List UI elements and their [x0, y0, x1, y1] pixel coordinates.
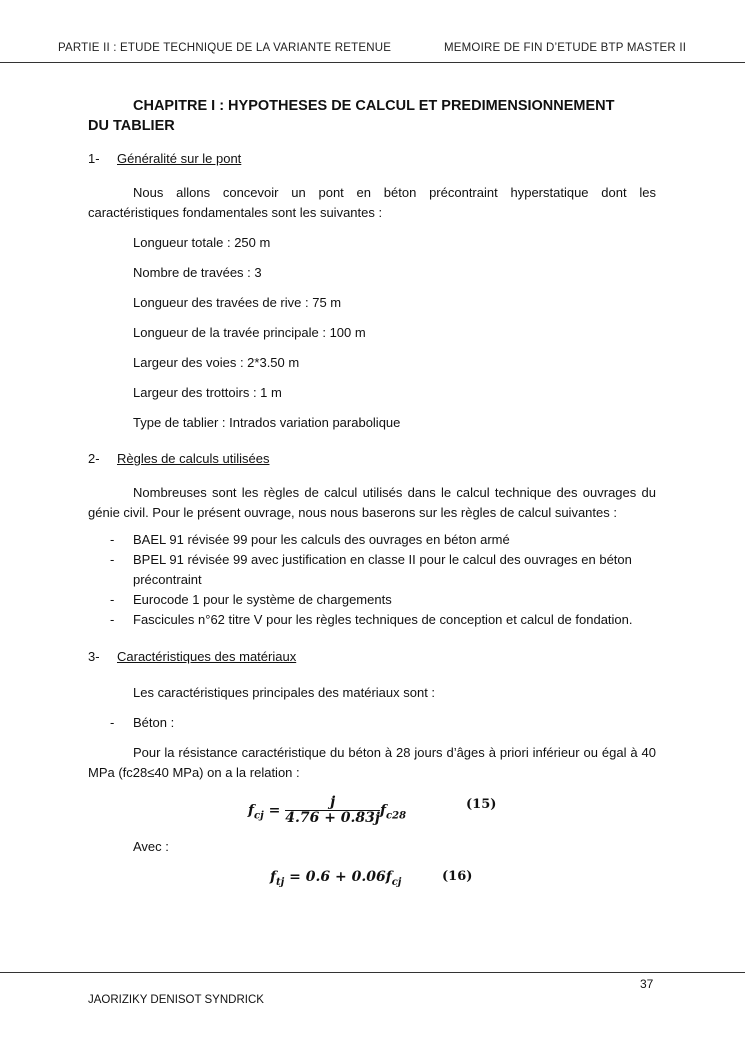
eq15-number: (15)	[466, 797, 497, 812]
header-rule	[0, 62, 745, 63]
material-list	[88, 713, 656, 733]
spec-item: Longueur de la travée principale : 100 m	[133, 325, 366, 340]
chapter-title-line1: CHAPITRE I : HYPOTHESES DE CALCUL ET PREDIMENSIONNEMENT	[133, 98, 615, 114]
spec-item: Nombre de travées : 3	[133, 265, 262, 280]
eq15-lhs: $f_{cj}$ = $\frac{j}{4.76 + 0.83j}$ $f_{c28}$	[248, 794, 407, 826]
eq16-number: (16)	[442, 869, 473, 884]
list-item: - Eurocode 1 pour le système de chargements	[110, 592, 392, 607]
section-number: 1-	[88, 151, 100, 166]
header-right: MEMOIRE DE FIN D’ETUDE BTP MASTER II	[444, 42, 687, 54]
footer-rule	[0, 972, 745, 973]
chapter-title	[88, 96, 656, 136]
spec-item: Largeur des trottoirs : 1 m	[133, 385, 282, 400]
section-number: 3-	[88, 649, 100, 664]
eq15-fraction: $\frac{j}{4.76 + 0.83j}$	[285, 794, 380, 826]
spec-item: Largeur des voies : 2*3.50 m	[133, 355, 300, 370]
equation-16	[88, 863, 656, 899]
page-number: 37	[640, 977, 654, 991]
spec-item: Type de tablier : Intrados variation parabolique	[133, 415, 401, 430]
equation-15	[88, 791, 656, 831]
section1-intro: Nous allons concevoir un pont en béton précontraint hyperstatique dont les caractéristiques fondamentales sont les suivantes :	[88, 185, 656, 220]
section-title: Caractéristiques des matériaux	[117, 649, 297, 664]
section-heading-2	[88, 449, 656, 469]
header-left: PARTIE II : ETUDE TECHNIQUE DE LA VARIANTE RETENUE	[58, 42, 392, 54]
list-item: - BAEL 91 révisée 99 pour les calculs des ouvrages en béton armé	[110, 532, 510, 547]
chapter-title-line2: DU TABLIER	[88, 118, 175, 134]
list-item: - Fascicules n°62 titre V pour les règles techniques de conception et calcul de fondation.	[110, 612, 633, 627]
rules-list	[88, 530, 656, 630]
section-number: 2-	[88, 451, 100, 466]
section-heading-1	[88, 149, 656, 169]
section-heading-3	[88, 647, 656, 667]
eq16-expr: $f_{tj} = 0.6 + 0.06f_{cj}$	[270, 869, 402, 888]
section-title: Règles de calculs utilisées	[117, 451, 270, 466]
page-body	[88, 96, 656, 899]
beton-text: Pour la résistance caractéristique du béton à 28 jours d’âges à priori inférieur ou égal à 40 MPa (fc28≤40 MPa) on a la relation :	[88, 745, 656, 780]
spec-item: Longueur des travées de rive : 75 m	[133, 295, 342, 310]
section2-intro: Nombreuses sont les règles de calcul utilisés dans le calcul technique des ouvrages du génie civil. Pour le présent ouvrage, nous nous baserons sur les règles de calcul suivantes :	[88, 485, 656, 520]
list-item: - BPEL 91 révisée 99 avec justification en classe II pour le calcul des ouvrages en béton précontraint	[110, 552, 632, 587]
footer-author: JAORIZIKY DENISOT SYNDRICK	[88, 994, 264, 1006]
list-item: - Béton :	[110, 715, 175, 730]
section-title: Généralité sur le pont	[117, 151, 242, 166]
avec-label: Avec :	[133, 839, 169, 854]
spec-item: Longueur totale : 250 m	[133, 235, 271, 250]
section3-intro: Les caractéristiques principales des matériaux sont :	[133, 685, 436, 700]
